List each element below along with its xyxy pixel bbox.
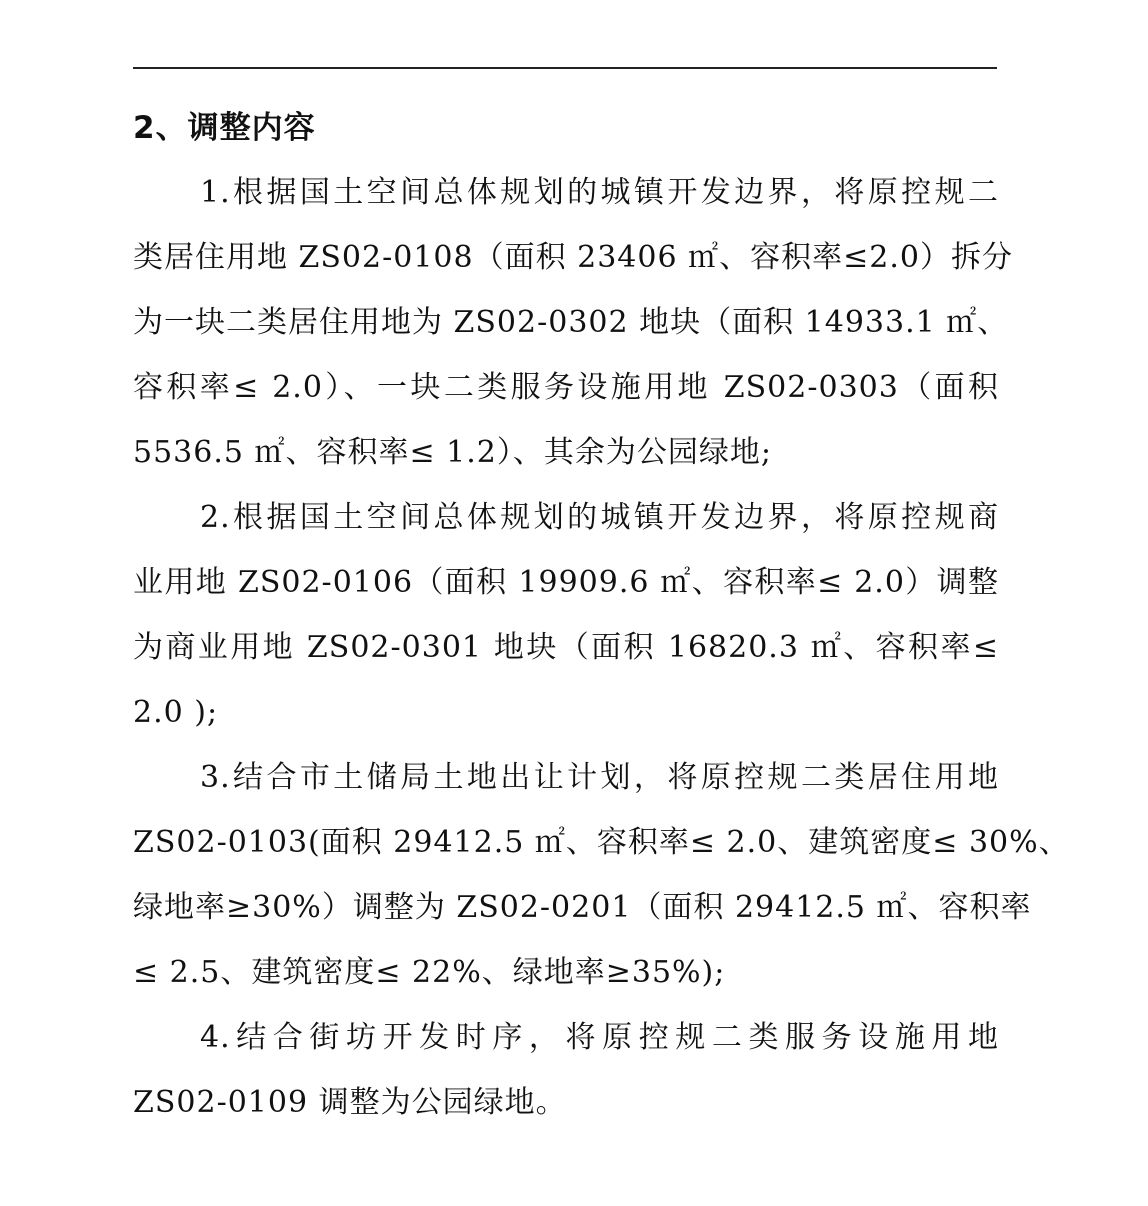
- paragraph-1-line-1: 1.根据国土空间总体规划的城镇开发边界，将原控规二: [200, 175, 999, 210]
- paragraph-1-line-2: 类居住用地 ZS02-0108（面积 23406 ㎡、容积率≤2.0）拆分: [133, 240, 1013, 275]
- paragraph-4-line-1: 4.结合街坊开发时序，将原控规二类服务设施用地: [200, 1020, 999, 1055]
- section-heading: 2、调整内容: [133, 110, 316, 146]
- paragraph-2-line-4: 2.0 );: [133, 695, 219, 730]
- paragraph-3-line-2: ZS02-0103(面积 29412.5 ㎡、容积率≤ 2.0、建筑密度≤ 30%、: [133, 825, 1070, 860]
- paragraph-1-line-5: 5536.5 ㎡、容积率≤ 1.2）、其余为公园绿地;: [133, 435, 772, 470]
- paragraph-4-line-2: ZS02-0109 调整为公园绿地。: [133, 1085, 567, 1120]
- header-rule: [133, 67, 997, 69]
- paragraph-2-line-1: 2.根据国土空间总体规划的城镇开发边界，将原控规商: [200, 500, 999, 535]
- paragraph-2-line-3: 为商业用地 ZS02-0301 地块（面积 16820.3 ㎡、容积率≤: [133, 630, 999, 665]
- paragraph-3-line-3: 绿地率≥30%）调整为 ZS02-0201（面积 29412.5 ㎡、容积率: [133, 890, 1032, 925]
- paragraph-1-line-3: 为一块二类居住用地为 ZS02-0302 地块（面积 14933.1 ㎡、: [133, 305, 1009, 340]
- paragraph-3-line-4: ≤ 2.5、建筑密度≤ 22%、绿地率≥35%);: [133, 955, 726, 990]
- paragraph-1-line-4: 容积率≤ 2.0）、一块二类服务设施用地 ZS02-0303（面积: [133, 370, 999, 405]
- paragraph-3-line-1: 3.结合市土储局土地出让计划，将原控规二类居住用地: [200, 760, 999, 795]
- paragraph-2-line-2: 业用地 ZS02-0106（面积 19909.6 ㎡、容积率≤ 2.0）调整: [133, 565, 999, 600]
